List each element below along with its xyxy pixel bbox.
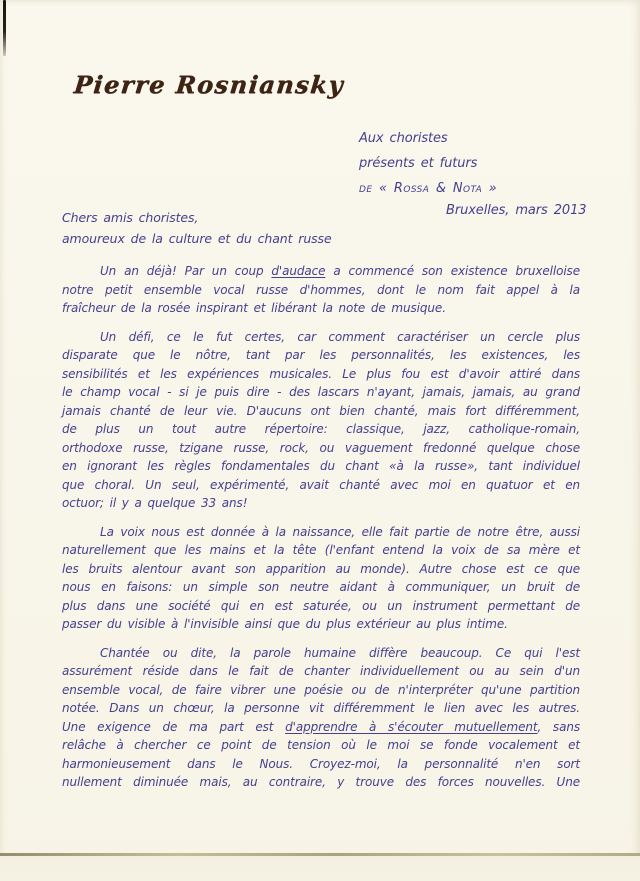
underlined-phrase: d'audace: [271, 264, 326, 278]
letter-line: fraîcheur de la rosée inspirant et libérant la note de musique.: [62, 301, 446, 315]
letter-line: plus dans une société qui en est saturée, ou un instrument permettant de: [62, 598, 580, 613]
dateline: Bruxelles, mars 2013: [446, 203, 587, 218]
letter-line: que choral. Un seul, expérimenté, avait chanté avec moi en quatuor et en: [62, 477, 580, 492]
letter-line: Un défi, ce le fut certes, car comment caractériser un cercle plus: [100, 329, 580, 344]
letter-line: La voix nous est donnée à la naissance, elle fait partie de notre être, aussi: [100, 524, 580, 539]
letter-line: ensemble vocal, de faire vibrer une poésie ou de n'interpréter qu'une partition: [62, 682, 580, 697]
letter-line: octuor; il y a quelque 33 ans!: [62, 496, 248, 510]
scan-artifact-top-left: [3, 0, 6, 56]
letter-line: notre petit ensemble vocal russe d'hommes, dont le nom fait appel à la: [62, 282, 580, 297]
recipient-line: Aux choristes: [359, 131, 448, 146]
recipient-line: présents et futurs: [359, 156, 478, 171]
letter-line: de plus un tout autre répertoire: classique, jazz, catholique-romain,: [62, 422, 580, 436]
recipient-line: de « Rossa & Nota »: [359, 181, 498, 196]
letter-line: Un an déjà! Par un coup d'audace a commencé son existence bruxelloise: [100, 264, 580, 278]
letter-line: harmonieusement dans le Nous. Croyez-moi, la personnalité n'en sort: [62, 756, 580, 771]
letter-line: Une exigence de ma part est d'apprendre à s'écouter mutuellement, sans: [62, 719, 580, 734]
letter-line: le champ vocal - si je puis dire - des lascars n'ayant, jamais, jamais, au grand: [62, 385, 580, 399]
letter-line: relâche à chercher ce point de tension où le moi se fonde vocalement et: [62, 738, 580, 752]
letter-paragraph: [62, 644, 580, 792]
salutation-line: amoureux de la culture et du chant russe: [62, 231, 332, 246]
salutation-line: Chers amis choristes,: [62, 210, 199, 225]
underlined-phrase: d'apprendre à s'écouter mutuellement: [285, 719, 538, 734]
scan-edge-bottom-area: [0, 856, 640, 881]
letter-line: disparate que le nôtre, tant par les personnalités, les existences, les: [62, 348, 580, 362]
letter-line: passer du visible à l'invisible ainsi que du plus extérieur au plus intime.: [62, 617, 508, 631]
letter-line: Chantée ou dite, la parole humaine diffère beaucoup. Ce qui l'est: [100, 645, 580, 660]
letter-line: naturellement que les mains et la tête (l'enfant entend la voix de sa mère et: [62, 543, 580, 557]
letter-line: en ignorant les règles fondamentales du chant «à la russe», tant individuel: [62, 459, 580, 473]
letter-paragraph: [62, 262, 580, 318]
letter-line: les bruits alentour avant son apparition au monde). Autre chose est ce que: [62, 561, 580, 576]
letter-paragraph: [62, 328, 580, 513]
letter-line: nullement diminuée mais, au contraire, y trouve des forces nouvelles. Une: [62, 775, 580, 789]
letter-line: jamais chanté de leur vie. D'aucuns ont bien chanté, mais fort différemment,: [62, 403, 580, 418]
letter-paragraph: [62, 523, 580, 634]
letter-line: sensibilités et les expériences musicales. Le plus fou est d'avoir attiré dans: [62, 366, 580, 381]
letter-line: nous en faisons: un simple son neutre aidant à communiquer, un bruit de: [62, 580, 580, 594]
letter-line: notée. Dans un chœur, la personne vit différemment le lien avec les autres.: [62, 701, 580, 715]
letterhead-signature: Pierre Rosniansky: [72, 70, 346, 99]
letter-line: assurément réside dans le fait de chanter individuellement ou au sein d'un: [62, 664, 580, 678]
salutation-block: [62, 207, 332, 249]
letter-body: [62, 262, 580, 802]
letter-line: orthodoxe russe, tzigane russe, rock, ou vaguement fredonné quelque chose: [62, 440, 580, 455]
recipient-block: [359, 126, 497, 201]
